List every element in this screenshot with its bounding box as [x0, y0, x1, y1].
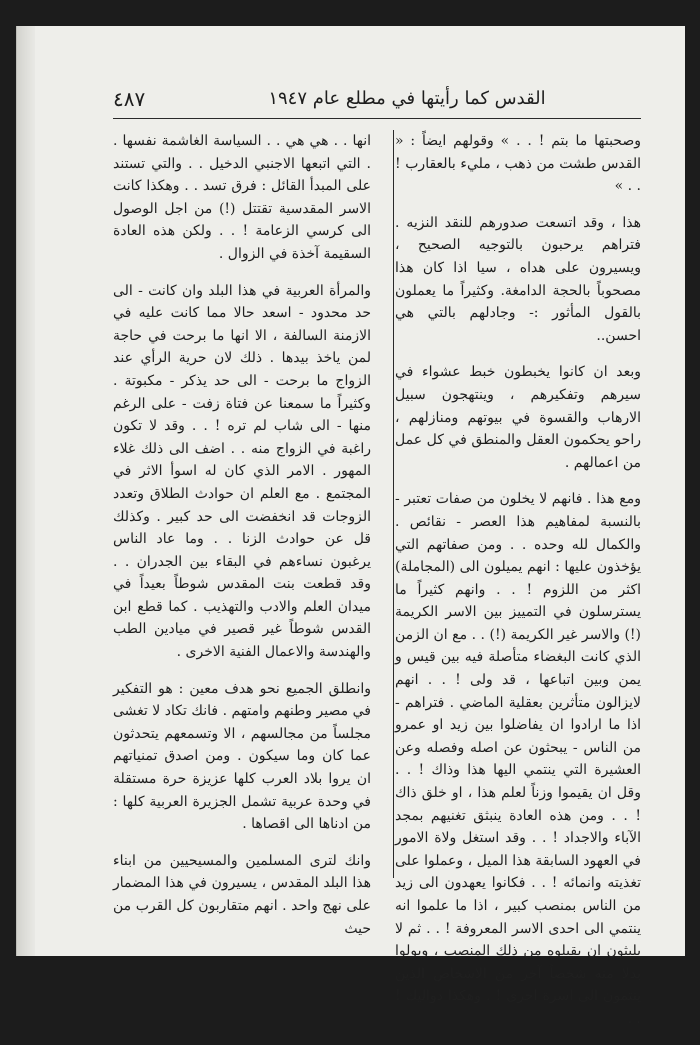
paragraph: هذا ، وقد اتسعت صدورهم للنقد النزيه . فتراهم يرحبون بالتوجيه الصحيح ، ويسيرون على هداه ، سيا اذا كان هذا مصحوباً بالحجة الدامغة. وكثيراً ما يعملون بالقول المأثور :- وجادلهم بالتي هي احسن..	[395, 214, 641, 344]
right-text-column	[395, 130, 641, 1045]
left-text-column	[113, 130, 371, 954]
header-title: القدس كما رأيتها في مطلع عام ١٩٤٧	[268, 88, 546, 109]
page-number: ٤٨٧	[113, 87, 146, 111]
paragraph: وبعد ان كانوا يخبطون خبط عشواء في سيرهم وتفكيرهم ، وينتهجون سبيل الارهاب والقسوة في بيوتهم ومنازلهم ، راحو يحكمون العقل والمنطق في كل عمل من اعمالهم .	[395, 364, 641, 471]
column-divider	[393, 130, 394, 878]
page-binding-shadow	[17, 26, 35, 956]
running-header	[113, 84, 641, 119]
paragraph: وانك لترى المسلمين والمسيحيين من ابناء هذا البلد المقدس ، يسيرون في هذا المضمار على نهج واحد . انهم متقاربون كل القرب من حيث	[113, 852, 371, 937]
paragraph: وصحبتها ما بتم ! . . » وقولهم ايضاً : « القدس طشت من ذهب ، مليء بالعقارب ! . . »	[395, 133, 641, 195]
book-page	[16, 26, 685, 1027]
paragraph: ومع هذا . فانهم لا يخلون من صفات تعتبر - بالنسبة لمفاهيم هذا العصر - نقائص . والكمال لله وحده . . ومن صفاتهم التي يؤخذون عليها : انهم يميلون الى (المجاملة) اكثر من اللزوم ! . . وانهم كثيراً ما يسترسلون في التمييز بين الاسر الكريمة (!) والاسر غير الكريمة (!) . . مع ان الزمن الذي كانت البغضاء متأصلة فيه بين قيس و يمن وبين اتباعها ، قد ولى ! . . انهم لايزالون متأثرين بعقلية الماضي . فتراهم - اذا ما ارادوا ان يفاضلوا بين زيد او عمرو من الناس - يبحثون عن اصله وفصله وعن العشيرة التي ينتمي اليها هذا وذاك ! . . وقل ان يقيموا وزناً لعلم هذا ، او خلق ذاك ! . . ومن هذه العادة ينبثق تغنيهم بمجد الآباء والاجداد ! . . وقد استغل ولاة الامور في العهود السابقة هذا الميل ، وعملوا على تغذيته وانمائه ! . . فكانوا يعهدون الى زيد من الناس بمنصب كبير ، اذا ما علموا انه ينتمي الى احدى الاسر المعروفة ! . . ثم لا يلبثون ان يقيلوه من ذلك المنصب ، ويولوا بدلا منه شخصاً آخر من الاشخاص الذين ينتمون الى اسرة اخرى ! . وهكذا دواليك ! . .	[395, 491, 641, 1027]
paragraph: وانطلق الجميع نحو هدف معين : هو التفكير في مصير وطنهم وامتهم . فانك تكاد لا تغشى مجلساً من مجالسهم ، الا وتسمعهم يتحدثون عما كان وما سيكون . ومن اصدق تمنياتهم ان يروا بلاد العرب كلها عزيزة حرة مستقلة في وحدة عربية تشمل الجزيرة العربية كلها : من ادناها الى اقصاها .	[113, 680, 371, 833]
paragraph: انها . . هي هي . . السياسة الغاشمة نفسها . . التي اتبعها الاجنبي الدخيل . . والتي تستند على المبدأ القائل : فرق تسد . . وهكذا كانت الاسر المقدسية تقتتل (!) من اجل الوصول الى كرسي الزعامة ! . . ولكن هذه العادة السقيمة آخذة في الزوال .	[113, 133, 371, 262]
paragraph: والمرأة العربية في هذا البلد وان كانت - الى حد محدود - اسعد حالا مما كانت عليه في الازمنة السالفة ، الا انها ما برحت في حاجة لمن ياخذ بيدها . ذلك لان حرية الرأي عند الزواج ما برحت - الى حد يذكر - مكبوتة . وكثيراً ما سمعنا عن فتاة زفت - على الرغم منها - الى شاب لم تره ! . . وقد لا تكون راغبة في الزواج منه . . اضف الى ذلك غلاء المهور . الامر الذي كان له اسوأ الاثر في المجتمع . مع العلم ان حوادث الطلاق وتعدد الزوجات قد انخفضت الى حد كبير . وكذلك قل عن حوادث الزنا . . وما عاد الناس يرغبون نساءهم في البقاء بين الجدران . . وقد قطعت بنت المقدس شوطاً بعيداً في ميدان العلم والادب والتهذيب . كما قطع ابن القدس شوطاً غير قصير في ميادين الطب والهندسة والاعمال الفنية الاخرى .	[113, 282, 371, 661]
